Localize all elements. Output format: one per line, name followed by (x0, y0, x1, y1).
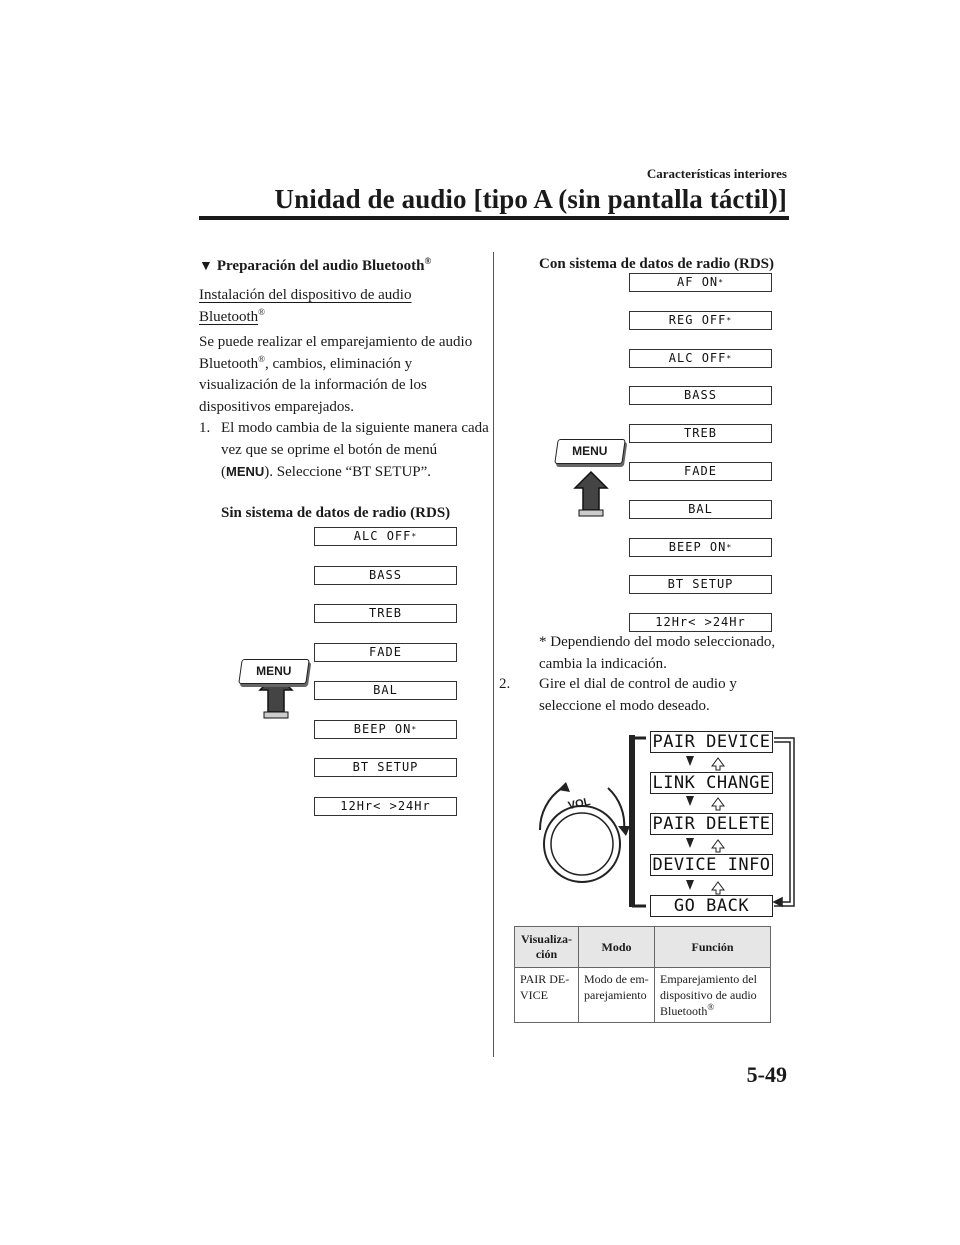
cell-display: PAIR DE-VICE (515, 968, 579, 1023)
step-1: 1. El modo cambia de la siguiente manera cada vez que se oprime el botón de menú (MENU). Seleccione “BT SETUP”. (199, 420, 489, 481)
menu-mode-item: AF ON* (629, 273, 772, 292)
press-arrow-icon (575, 472, 607, 516)
step-2: 2. Gire el dial de control de audio y seleccione el modo deseado. (499, 676, 737, 714)
dial-mode-item: GO BACK (650, 895, 773, 917)
dial-mode-item: PAIR DEVICE (650, 731, 773, 753)
menu-mode-item: BASS (629, 386, 772, 405)
subsection-heading: Instalación del dispositivo de audio Bluetooth® (199, 287, 412, 325)
menu-mode-item: BASS (314, 566, 457, 585)
col-mode: Modo (579, 927, 655, 968)
return-line (774, 738, 794, 906)
dial-mode-item: DEVICE INFO (650, 854, 773, 876)
cell-mode: Modo de em-parejamiento (579, 968, 655, 1023)
page-number: 5-49 (746, 1062, 787, 1087)
section-heading: ▼ Preparación del audio Bluetooth® (199, 256, 432, 274)
vol-label: VOL (566, 795, 592, 813)
menu-mode-item: ALC OFF* (314, 527, 457, 546)
menu-button: MENU (238, 659, 310, 684)
menu-mode-item: BEEP ON* (629, 538, 772, 557)
no-rds-label: Sin sistema de datos de radio (RDS) (221, 505, 451, 521)
dial-mode-item: LINK CHANGE (650, 772, 773, 794)
menu-mode-item: FADE (314, 643, 457, 662)
menu-button-rds: MENU (554, 439, 626, 464)
menu-mode-item: TREB (314, 604, 457, 623)
table-header-row (515, 927, 771, 968)
col-function: Función (655, 927, 771, 968)
dial-mode-item: PAIR DELETE (650, 813, 773, 835)
menu-mode-item: BT SETUP (629, 575, 772, 594)
cell-function: Emparejamiento del dispositivo de audio Bluetooth® (655, 968, 771, 1023)
menu-mode-item: TREB (629, 424, 772, 443)
menu-mode-item: ALC OFF* (629, 349, 772, 368)
down-bar (629, 735, 635, 907)
column-divider (493, 252, 494, 1057)
section-label: Características interiores (646, 166, 787, 181)
page-title: Unidad de audio [tipo A (sin pantalla táctil)] (274, 184, 787, 214)
footnote: * Dependiendo del modo seleccionado, cambia la indicación. (539, 634, 776, 672)
col-display: Visualiza-ción (515, 927, 579, 968)
menu-mode-item: BEEP ON* (314, 720, 457, 739)
menu-mode-item: BT SETUP (314, 758, 457, 777)
header-rule (199, 216, 789, 220)
menu-mode-item: BAL (629, 500, 772, 519)
intro-paragraph: Se puede realizar el emparejamiento de audio Bluetooth®, cambios, eliminación y visualización de la información de los dispositivos emparejados. (199, 334, 473, 415)
menu-mode-item: 12Hr< >24Hr (629, 613, 772, 632)
menu-mode-item: 12Hr< >24Hr (314, 797, 457, 816)
vol-knob-icon (544, 806, 620, 882)
menu-mode-item: FADE (629, 462, 772, 481)
menu-mode-item: REG OFF* (629, 311, 772, 330)
triangle-down-icon: ▼ (199, 259, 213, 274)
table-row (515, 968, 771, 1023)
rds-label: Con sistema de datos de radio (RDS) (539, 256, 775, 272)
menu-mode-item: BAL (314, 681, 457, 700)
mode-table (514, 926, 771, 1023)
